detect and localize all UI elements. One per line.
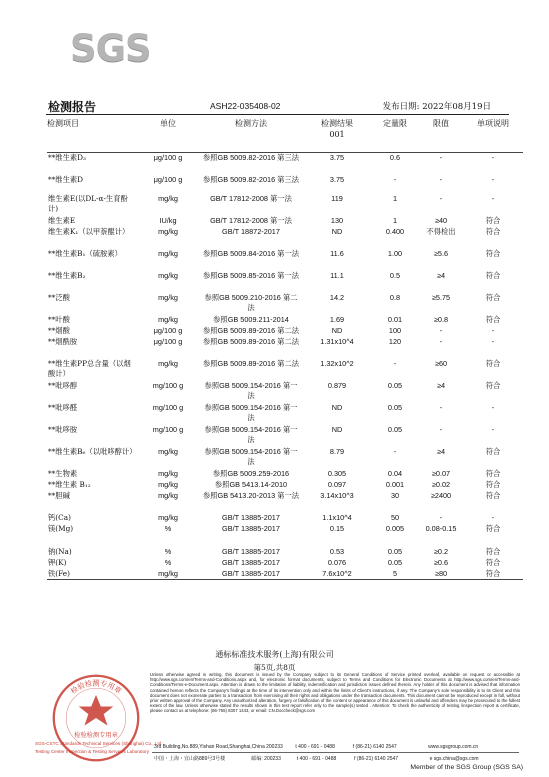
cell-result: 8.79 bbox=[329, 446, 345, 456]
col-header-item: 检测项目 bbox=[47, 117, 137, 153]
cell-loq: 0.001 bbox=[385, 479, 405, 489]
email-link[interactable]: e sgs.china@sgs.com bbox=[429, 756, 479, 762]
cell-method: GB/T 17812-2008 第一法 bbox=[210, 215, 292, 225]
cell-item: **生物素 bbox=[48, 468, 78, 478]
cell-method: GB/T 13885-2017 bbox=[222, 523, 280, 533]
stamp-caption-2: Testing Center Inspection & Testing Services Laboratory bbox=[35, 749, 150, 754]
table-row bbox=[47, 293, 523, 315]
cell-limit: ≥2400 bbox=[430, 490, 452, 500]
cell-limit: ≥0.2 bbox=[433, 546, 449, 556]
cell-loq: 0.05 bbox=[387, 557, 403, 567]
company-name: 通标标准技术服务(上海)有限公司 bbox=[215, 650, 334, 659]
cell-item: **叶酸 bbox=[48, 314, 70, 324]
cell-method: 参照GB 5009.154-2016 第一法 bbox=[204, 446, 298, 466]
cell-item: **维生素D bbox=[48, 174, 84, 184]
cell-conclusion: 符合 bbox=[485, 226, 501, 236]
cell-method: GB/T 17812-2008 第一法 bbox=[210, 193, 292, 203]
cell-item: 钠(Na) bbox=[48, 546, 72, 556]
cell-method: 参照GB 5009.154-2016 第一法 bbox=[204, 402, 298, 422]
sgs-group-member: Member of the SGS Group (SGS SA) bbox=[410, 764, 523, 771]
cell-item: **吡哆醇 bbox=[48, 380, 78, 390]
cell-unit: mg/kg bbox=[158, 270, 178, 280]
cell-limit: - bbox=[439, 424, 443, 434]
cell-unit: mg/kg bbox=[137, 569, 199, 580]
address-row-cn bbox=[154, 755, 479, 762]
report-title: 检测报告 bbox=[48, 100, 97, 114]
cell-unit: mg/kg bbox=[158, 490, 178, 500]
table-header-row bbox=[47, 117, 523, 153]
cell-unit: mg/100 g bbox=[152, 380, 184, 390]
cell-item: **维生素B₁（硫胺素） bbox=[48, 248, 122, 258]
table-row bbox=[47, 524, 523, 547]
col-header-result: 检测结果 001 bbox=[303, 117, 371, 153]
cell-unit: mg/kg bbox=[158, 226, 178, 236]
website-link[interactable]: www.sgsgroup.com.cn bbox=[428, 744, 479, 750]
cell-result: 3.75 bbox=[329, 174, 345, 184]
table-row bbox=[47, 249, 523, 271]
cell-loq: 50 bbox=[390, 512, 400, 522]
cell-limit: - bbox=[439, 512, 443, 522]
cell-limit: - bbox=[439, 325, 443, 335]
table-row bbox=[47, 491, 523, 513]
tel-en: t 400 - 691 - 0488 bbox=[295, 744, 335, 750]
address-en: 3rd Building,No.889,Yishan Road,Shanghai,China 200233 bbox=[154, 744, 283, 750]
cell-result: 1.69 bbox=[329, 314, 345, 324]
cell-method: 参照GB 5413.14-2010 bbox=[214, 479, 288, 489]
cell-loq: 0.8 bbox=[389, 292, 401, 302]
tel-cn: t 400 - 691 - 0488 bbox=[296, 756, 337, 762]
cell-loq: 0.05 bbox=[387, 546, 403, 556]
cell-conclusion: 符合 bbox=[485, 248, 501, 258]
cell-limit: - bbox=[439, 193, 443, 203]
stamp-center-text: 检验检测专用章 bbox=[74, 732, 118, 740]
cell-result: ND bbox=[331, 226, 343, 236]
cell-unit: mg/kg bbox=[158, 468, 178, 478]
table-row bbox=[47, 469, 523, 480]
col-header-conclusion: 单项说明 bbox=[463, 117, 523, 153]
cell-conclusion: 符合 bbox=[485, 380, 501, 390]
cell-unit: mg/100 g bbox=[152, 424, 184, 434]
cell-loq: - bbox=[393, 174, 397, 184]
cell-conclusion: 符合 bbox=[485, 523, 501, 533]
cell-loq: 0.01 bbox=[387, 314, 403, 324]
cell-loq: 0.05 bbox=[387, 402, 403, 412]
cell-loq: 0.04 bbox=[387, 468, 403, 478]
cell-loq: 30 bbox=[390, 490, 400, 500]
cell-limit: - bbox=[439, 153, 443, 162]
cell-conclusion: 符合 bbox=[485, 479, 501, 489]
cell-method: GB/T 18872-2017 bbox=[222, 226, 280, 236]
cell-result: 130 bbox=[330, 215, 344, 225]
cell-item: 维生素E(以DL-α-生育酚计) bbox=[48, 193, 128, 213]
cell-conclusion: 符合 bbox=[463, 569, 523, 580]
cell-item: **烟酸 bbox=[48, 325, 70, 335]
cell-result: ND bbox=[331, 402, 343, 412]
table-row bbox=[47, 480, 523, 491]
fax-en: f (86-21) 6140 2547 bbox=[352, 744, 397, 750]
cell-conclusion: - bbox=[491, 402, 495, 412]
cell-item: **维生素PP总含量（以烟酸计） bbox=[48, 358, 131, 378]
table-row bbox=[47, 216, 523, 227]
cell-loq: 0.400 bbox=[385, 226, 405, 236]
table-row bbox=[47, 194, 523, 216]
cell-result: 1.1x10^4 bbox=[322, 512, 352, 522]
cell-loq: 0.05 bbox=[387, 380, 403, 390]
cell-unit: mg/100 g bbox=[152, 402, 184, 412]
table-row bbox=[47, 271, 523, 293]
cell-conclusion: 符合 bbox=[485, 468, 501, 478]
terms-fine-print: Unless otherwise agreed in writing, this document is issued by the Company subject to its General Conditions of Service printed overleaf, available on request or accessible at http://www.sgs.com/en/Terms-and-Conditions.aspx and, for electronic format documents, subject to Terms and Conditions for Electronic Documents at http://www.sgs.com/en/Terms-and-Conditions/Terms-e-Document.aspx. Attention is drawn to the limitation of liability, indemnification and jurisdiction issues defined therein. Any holder of this document is advised that information contained hereon reflects the Company's findings at the time of its intervention only and within the limits of Client's instructions, if any. The Company's sole responsibility is to its Client and this document does not exonerate parties to a transaction from exercising all their rights and obligations under the transaction documents. This document cannot be reproduced except in full, without prior written approval of the Company. Any unauthorized alteration, forgery or falsification of the content or appearance of this document is unlawful and offenders may be prosecuted to the fullest extent of the law. Unless otherwise stated the results shown in this test report refer only to the sample(s) tested . Attention: To check the authenticity of testing /inspection report & certificate, please contact us at telephone: (86-755) 8307 1443, or email: CN.Doccheck@sgs.com bbox=[150, 672, 520, 714]
page-number: 第5页,共8页 bbox=[253, 663, 296, 672]
header-rule bbox=[46, 114, 509, 115]
cell-limit: ≥40 bbox=[434, 215, 448, 225]
cell-conclusion: 符合 bbox=[485, 314, 501, 324]
cell-conclusion: 符合 bbox=[485, 270, 501, 280]
address-divider bbox=[152, 752, 519, 753]
table-row bbox=[47, 558, 523, 569]
cell-unit: mg/kg bbox=[158, 479, 178, 489]
cell-item: **胆碱 bbox=[48, 490, 70, 500]
table-row bbox=[47, 425, 523, 447]
cell-method: GB/T 13885-2017 bbox=[222, 512, 280, 522]
cell-unit: mg/kg bbox=[158, 292, 178, 302]
cell-method: 参照GB 5009.89-2016 第二法 bbox=[202, 358, 300, 368]
report-number: ASH22-035408-02 bbox=[210, 101, 281, 111]
cell-method: 参照GB 5009.211-2014 bbox=[213, 314, 289, 324]
cell-unit: mg/kg bbox=[158, 358, 178, 368]
cell-method: 参照GB 5009.89-2016 第二法 bbox=[202, 336, 300, 346]
cell-conclusion: 符合 bbox=[485, 358, 501, 368]
cell-conclusion: 符合 bbox=[485, 215, 501, 225]
cell-result: 1.31x10^4 bbox=[320, 336, 354, 346]
postcode-cn: 邮编: 200233 bbox=[251, 756, 281, 762]
table-row bbox=[47, 547, 523, 558]
cell-conclusion: 符合 bbox=[485, 292, 501, 302]
stamp-caption-1: SGS-CSTC Standards Technical Services (Shanghai) Co., Ltd. bbox=[35, 741, 163, 746]
cell-conclusion: 符合 bbox=[485, 446, 501, 456]
cell-item: 维生素E bbox=[48, 215, 76, 225]
cell-conclusion: 符合 bbox=[485, 490, 501, 500]
table-row bbox=[47, 447, 523, 469]
cell-unit: mg/kg bbox=[158, 314, 178, 324]
cell-limit: ≥0.6 bbox=[433, 557, 449, 567]
cell-result: 119 bbox=[331, 193, 343, 203]
cell-unit: μg/100 g bbox=[153, 325, 183, 335]
cell-method: 参照GB 5009.259-2016 bbox=[212, 468, 290, 478]
cell-method: GB/T 13885-2017 bbox=[222, 546, 280, 556]
cell-result: 1.32x10^2 bbox=[320, 358, 354, 368]
cell-method: 参照GB 5009.154-2016 第一法 bbox=[204, 424, 298, 444]
cell-item: 镁(Mg) bbox=[48, 523, 74, 533]
cell-conclusion: 符合 bbox=[485, 557, 501, 567]
col-header-method: 检测方法 bbox=[199, 117, 303, 153]
col-header-unit: 单位 bbox=[137, 117, 199, 153]
address-row-en bbox=[154, 744, 478, 750]
cell-result: 11.1 bbox=[330, 270, 344, 280]
cell-method: 参照GB 5009.82-2016 第三法 bbox=[202, 174, 300, 184]
cell-limit: ≥80 bbox=[419, 569, 463, 580]
table-row bbox=[47, 175, 523, 194]
cell-method: 参照GB 5009.154-2016 第一法 bbox=[204, 380, 298, 400]
cell-method: GB/T 13885-2017 bbox=[222, 557, 280, 567]
cell-loq: 0.005 bbox=[385, 523, 405, 533]
cell-conclusion: - bbox=[491, 153, 495, 162]
cell-unit: mg/kg bbox=[158, 446, 178, 456]
table-row bbox=[47, 403, 523, 425]
cell-limit: ≥4 bbox=[436, 270, 446, 280]
cell-loq: 0.5 bbox=[389, 270, 401, 280]
cell-conclusion: - bbox=[491, 193, 495, 203]
cell-result: 7.6x10^2 bbox=[303, 569, 371, 580]
table-row bbox=[47, 153, 523, 175]
cell-limit: ≥5.6 bbox=[433, 248, 449, 258]
table-row bbox=[47, 359, 523, 381]
cell-item: **维生素B₂ bbox=[48, 270, 86, 280]
cell-loq: 0.6 bbox=[389, 153, 401, 162]
cell-unit: % bbox=[164, 523, 172, 533]
cell-loq: 1.00 bbox=[387, 248, 403, 258]
cell-result: 0.097 bbox=[327, 479, 347, 489]
cell-result: 0.15 bbox=[329, 523, 345, 533]
cell-loq: 100 bbox=[388, 325, 402, 335]
cell-item: 维生素K₁（以甲萘醌计） bbox=[48, 226, 130, 236]
cell-loq: 120 bbox=[388, 336, 402, 346]
cell-conclusion: - bbox=[491, 512, 495, 522]
cell-limit: - bbox=[439, 174, 443, 184]
address-cn: 中国・上海・宜山路889号3号楼 bbox=[154, 756, 226, 762]
cell-item: 钾(K) bbox=[48, 557, 67, 567]
cell-limit: 0.08-0.15 bbox=[425, 523, 457, 533]
cell-result: 14.2 bbox=[329, 292, 345, 302]
cell-conclusion: - bbox=[491, 174, 495, 184]
cell-method: 参照GB 5009.85-2016 第一法 bbox=[202, 270, 300, 280]
cell-item: **维生素 B₁₂ bbox=[48, 479, 91, 489]
cell-result: 11.6 bbox=[330, 248, 344, 258]
cell-item: **维生素B₆（以吡哆醇计） bbox=[48, 446, 137, 456]
cell-method: 参照GB 5009.82-2016 第三法 bbox=[202, 153, 300, 162]
cell-limit: 不得检出 bbox=[426, 226, 456, 236]
cell-conclusion: - bbox=[491, 325, 495, 335]
cell-item: **吡哆醛 bbox=[48, 402, 78, 412]
cell-limit: ≥0.02 bbox=[431, 479, 451, 489]
cell-method: 参照GB 5413.20-2013 第一法 bbox=[202, 490, 300, 500]
cell-item: 铁(Fe) bbox=[47, 569, 137, 580]
table-row bbox=[47, 337, 523, 359]
cell-result: 3.75 bbox=[329, 153, 345, 162]
cell-limit: - bbox=[439, 336, 443, 346]
cell-item: **烟酰胺 bbox=[48, 336, 78, 346]
cell-item: **泛酸 bbox=[48, 292, 70, 302]
cell-method: 参照GB 5009.89-2016 第二法 bbox=[202, 325, 300, 335]
cell-unit: % bbox=[164, 557, 172, 567]
cell-unit: μg/100 g bbox=[153, 153, 183, 162]
cell-item: **维生素D₃ bbox=[48, 153, 86, 162]
table-row bbox=[47, 326, 523, 337]
stamp-ring-text: 检验检测专用章 bbox=[68, 678, 124, 696]
cell-result: 0.53 bbox=[329, 546, 345, 556]
cell-loq: 1 bbox=[392, 215, 398, 225]
cell-method: 参照GB 5009.210-2016 第二法 bbox=[204, 292, 298, 312]
table-row bbox=[47, 513, 523, 524]
cell-unit: % bbox=[164, 546, 172, 556]
cell-unit: IU/kg bbox=[159, 215, 177, 225]
cell-loq: 1 bbox=[392, 193, 398, 203]
cell-limit: ≥60 bbox=[434, 358, 448, 368]
cell-conclusion: - bbox=[491, 424, 495, 434]
cell-limit: ≥0.8 bbox=[433, 314, 449, 324]
cell-conclusion: 符合 bbox=[485, 546, 501, 556]
results-table bbox=[47, 117, 523, 580]
cell-result: 3.14x10^3 bbox=[320, 490, 354, 500]
cell-loq: 0.05 bbox=[387, 424, 403, 434]
cell-item: **吡哆胺 bbox=[48, 424, 78, 434]
cell-unit: mg/kg bbox=[158, 193, 178, 203]
cell-method: 参照GB 5009.84-2016 第一法 bbox=[202, 248, 300, 258]
col-header-loq: 定量限 bbox=[371, 117, 419, 153]
cell-result: ND bbox=[331, 325, 343, 335]
table-row bbox=[47, 381, 523, 403]
cell-loq: - bbox=[393, 358, 397, 368]
fax-cn: f (86-21) 6140 2547 bbox=[354, 756, 399, 762]
cell-limit: ≥4 bbox=[436, 380, 446, 390]
cell-result: 0.305 bbox=[327, 468, 347, 478]
cell-limit: ≥0.07 bbox=[431, 468, 451, 478]
cell-result: 0.076 bbox=[327, 557, 347, 567]
col-header-limit: 限值 bbox=[419, 117, 463, 153]
cell-loq: - bbox=[393, 446, 397, 456]
cell-unit: mg/kg bbox=[158, 248, 178, 258]
cell-limit: - bbox=[439, 402, 443, 412]
cell-result: ND bbox=[331, 424, 343, 434]
cell-conclusion: - bbox=[491, 336, 495, 346]
issue-date: 发布日期: 2022年08月19日 bbox=[382, 102, 491, 112]
table-row bbox=[47, 569, 523, 580]
sgs-logo: SGS bbox=[70, 27, 151, 70]
cell-loq: 5 bbox=[371, 569, 419, 580]
cell-limit: ≥5.75 bbox=[431, 292, 451, 302]
cell-limit: ≥4 bbox=[436, 446, 446, 456]
cell-unit: mg/kg bbox=[158, 512, 178, 522]
cell-unit: μg/100 g bbox=[153, 336, 183, 346]
cell-unit: μg/100 g bbox=[153, 174, 183, 184]
cell-result: 0.879 bbox=[327, 380, 347, 390]
table-row bbox=[47, 315, 523, 326]
cell-method: GB/T 13885-2017 bbox=[199, 569, 303, 580]
table-row bbox=[47, 227, 523, 249]
cell-item: 钙(Ca) bbox=[48, 512, 71, 522]
